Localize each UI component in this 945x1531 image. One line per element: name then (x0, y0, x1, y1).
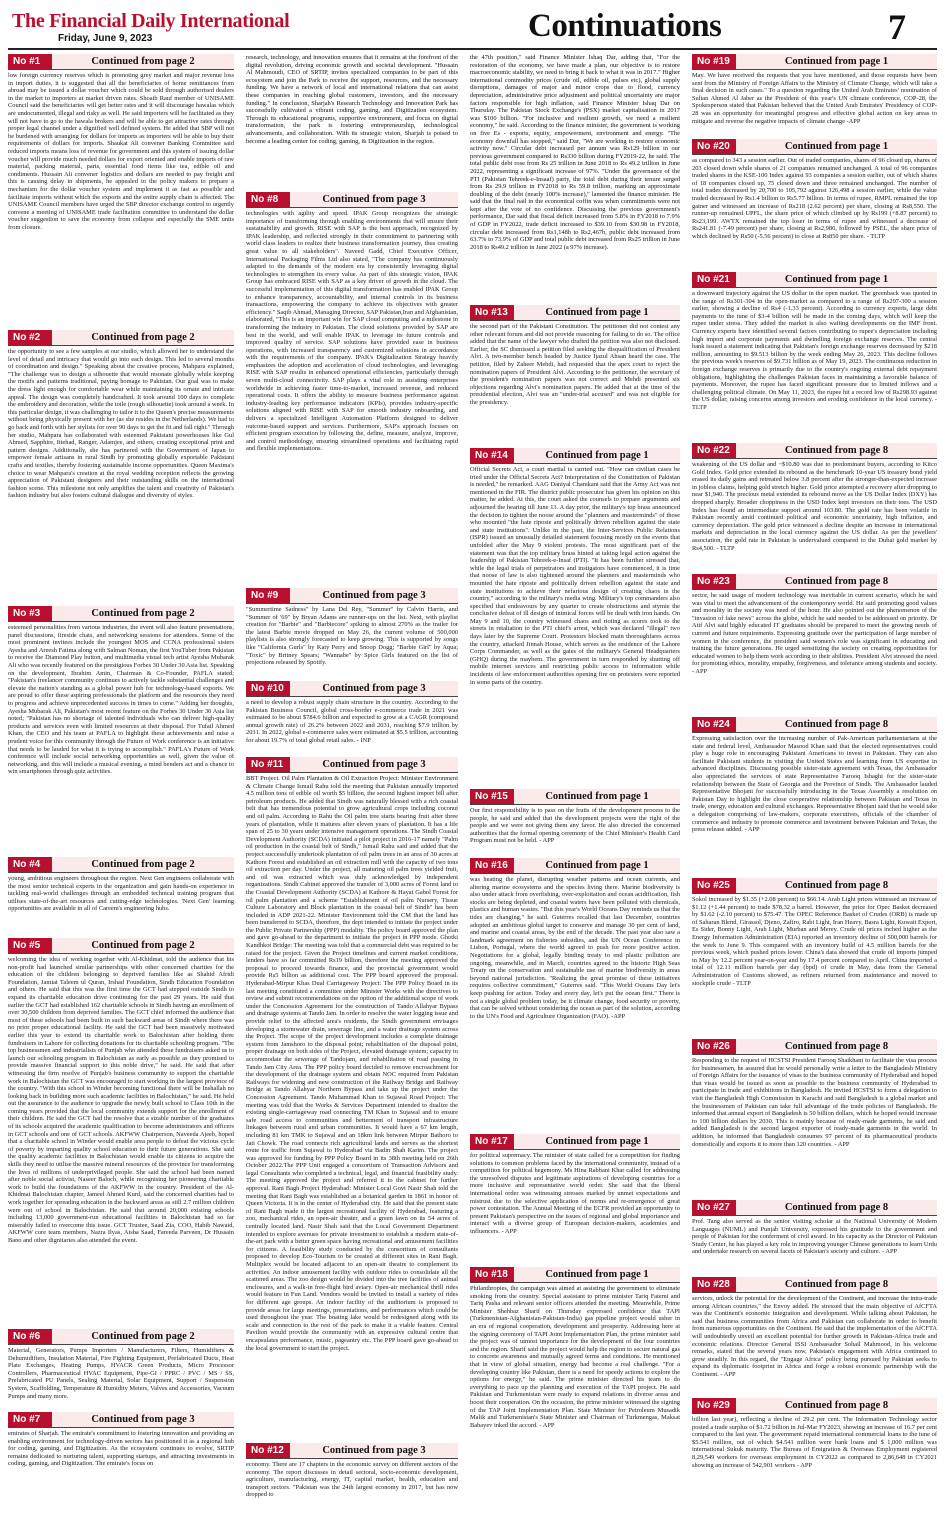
story-body: weakening of the US dollar and ~$10.80 was due to predominant buyers, according to Kitco Gold Index. Gold price extended its rebound as the benchmark 10-year US treasury bond yield erased its daily gains and retreated below 3.8 percent after the stronger-than-expected increase in jobless claims, helping gold stretch higher. Gold price attempted a recovery after dropping to near $1,940. The precious metal extended its rebound move as the US Dollar Index (DXY) has dropped sharply. Broader choppiness in the USD Index kept investors on their toes. The USD Index has found an intermediate support around 103.80. The gold rate has been volatile in Pakistan recently amid continued political and economic uncertainty, high inflation, and currency depreciation. The gold price witnessed a decline despite an increase in international markets and depreciation in the local currency against the US dollar. As per the jewellers' association, the gold rate in Pakistan is undervalued compared to the Dubai gold market by Rs4,500. - TLTP (692, 461, 937, 552)
story-number: No #15 (470, 789, 514, 804)
column-2 (246, 54, 458, 1526)
story-27 (692, 1200, 937, 1274)
story-number: No #2 (8, 330, 52, 345)
story-body: Philanthropies, the campaign was aimed at assisting the government to eliminate smoking from the country. Special assistant to prime minister Tariq Fatemi and Tariq Pasha and relevant senior officers attended the meeting. Meanwhile, Prime Minister Shehbaz Sharif on Thursday expressed confidence that TAPI (Turkmenistan-Afghanistan-Pakistan-India) gas pipeline project would usher in an era of regional cooperation, development and prosperity. Addressing here at the signing ceremony of TAPI Joint Implementation Plan, the prime minister said the project was of utmost importance for the development of the four countries and the region. Sharif said the project would help the region to secure natural gas to concrete awareness and mutually agreed terms and conditions. He mentioned that in view of global situation, energy had become a real challenge. "For a developing country like Pakistan, there is a need for speedy actions to explore the options for energy," he said. The prime minister directed his team to do everything to pace up the planning and execution of the TAPI project. He said Pakistan and Turkmenistan were ready to expand relations in diverse areas and boost their cooperation. On the occasion, the prime minister witnessed the signing of the TAP Joint Implementation Plan. State Minister for Petroleum Musadik Malik and Turkmenistan's State Minister and Chairman of Turkmengas, Maksat Babayev inked the accord. - APP (470, 1285, 680, 1429)
story-body: economy. There are 17 chapters in the economic survey on different sectors of the economy. The report discusses in detail sectoral, socio-economic development, agriculture, manufacturing, energy, IT, capital market, health, education and transport sectors. "Pakistan was the 24th largest economy in 2017, but has now dropped to (246, 1461, 458, 1499)
story-heading: Continued from page 1 (514, 1267, 680, 1282)
story-heading: Continued from page 1 (514, 1134, 680, 1149)
story-heading: Continued from page 8 (736, 1039, 937, 1054)
story-body: "Summertime Sadness" by Lana Del Rey, "Summer" by Calvin Harris, and "Summer of '69" by Bryan Adams are runner-ups on the list. Next, with playlist creation for "Barbie" and "Barbiecore" spiking to almost 270% as the trailer for the latest Barbie movie dropped on May 26, the current volume of 500,000 playlists is also strongly forecasted to keep growing. This is supported by songs like "California Gurls" by Katy Perry and Snoop Dogg; "Barbie Girl" by Aqua; "Toxic" by Britney Spears; "Wannabe" by Spice Girls featured on the list of projections released by Spotify. (246, 606, 458, 667)
story-number: No #7 (8, 1412, 52, 1427)
story-number: No #10 (246, 681, 290, 696)
story-number: No #22 (692, 443, 736, 458)
story-body: sector, he said usage of modern technology was inevitable in current scenario, which he said was vital to meet the advancement of the contemporary world. He said promoting good values and morality in the society was need of the hour. He also pointed out the phenomenon of the "invasion of fake news" across the globe, which he said needed to be addressed on priority. Dr Atif Alvi said highly educated IT graduates should be prepared to meet the growing needs of current and future requirements. Expressing gratitude over the participation of large number of women in the conference, the president said women's role was significant in educating and training the future generations. He urged sensitizing the society on creating opportunities for educated women to help them work according to their abilities. President Alvi stressed the need for promoting ethics, morality, empathy, forgiveness, and tolerance among students and society. - APP (692, 592, 937, 675)
story-number: No #19 (692, 54, 736, 69)
story-heading: Continued from page 8 (736, 1200, 937, 1215)
story-7 (8, 1412, 234, 1492)
story-body: services, unlock the potential for the development of the Continent, and increase the intra-trade among African countries," the Envoy added. He stressed that the main objective of AfCFTA was the Continent's economic integration and development. While talking about Pakistan, he said that business communities from Africa and Pakistan can collaborate in order to benefit from numerous opportunities on the Continent. He said that the implementation of the AfCFTA will undoubtedly unveil an excellent potential for further growth in Pakistan-Africa trade and economic relations. Director General ISSI Ambassador Sohail Mahmood, in his welcome remarks, stated that the several years now, Pakistan's engagement with Africa continued to grow steadily. In this regard, the "Engage Africa" policy being pursued by Pakistan seeks to expand its diplomatic footprint in Africa and forge a robust economic partnership with the Continent. - APP (692, 1295, 937, 1378)
page-header (8, 6, 937, 50)
story-heading: Continued from page 3 (290, 681, 458, 696)
story-number: No #27 (692, 1200, 736, 1215)
story-1 (8, 54, 234, 327)
story-number: No #23 (692, 574, 736, 589)
story-10 (246, 681, 458, 754)
story-25 (692, 878, 937, 1036)
story-13 (470, 305, 680, 445)
story-body: Our first responsibility is to pass on the fruits of the development process to the people, he said and added that the development projects were the right of the people and we were not giving them any favor. He also directed the concerned authorities that the formal opening ceremony of the Chief Minister's Health Card Program must not be held. - APP (470, 807, 680, 845)
story-15 (470, 789, 680, 855)
story-body: Prof. Tang also served as the senior visiting scholar at the National University of Modern Languages (NUML) and Punjab University, expressed his gratitude to the government and people of Pakistan for the conferment of civil award. In his capacity as the Director of Pakistan Study Center, he has played a key role in improving younger Chinese generations to learn Urdu and undertake research on several facets of Pakistan's society and culture. - APP (692, 1218, 937, 1256)
story-number: No #11 (246, 757, 290, 772)
story-23 (692, 574, 937, 714)
story-body: low foreign currency reserves which is promoting grey market and major revenue loss in import duties, it is suggested that all the beneficiaries of home remittances from abroad may be issued a dollar voucher which could be sold through authorised dealers in the market to importers at market driven rates. Shoaib Rauf member of UNISAME Council said the beneficiaries will get better rates and it will discourage hawalas which are undocumented, illegal and risky as well. He said importers will be facilitated as they will not have to go to the hawala brokers and will be able to get attractive rates through proper legal channel under a dignified well defined system. He added that SBP will not be burdened with arranging for dollars for imports as importers will be able to buy their requirements of dollars for imports. Shaukat Ali convener Banking Committee said reduced imports means loss of revenue for government and this system of issuing dollar voucher will provide much needed dollars for export oriented and enable imports of raw material, packing material, parts, essential food items like tea, edible oil and condiments. Hussain Ali convener logistics and dollars are needed to pay freight and this is causing delay in shipments, he appealed to the policy makers to prepare a mechanism for the dollar voucher system and implement it as fast as possible and facilitate imports without which the exports and the entire supply chain is affected. The UNISAME Council members have urged the SBP director exchange control to urgently convene a meeting of UNISAME trade facilitation committee to understand the dollar voucher suggestion to save the economy from collapse and especially the SME units from closure. (8, 72, 234, 231)
page-number: 7 (888, 7, 906, 47)
story-number: No #9 (246, 588, 290, 603)
story-heading: Continued from page 8 (736, 1277, 937, 1292)
story-number: No #6 (8, 1329, 52, 1344)
story-26 (692, 1039, 937, 1197)
story-heading: Continued from page 1 (514, 448, 680, 463)
story-heading: Continued from page 2 (52, 938, 234, 953)
story-body: Responding to the request of HCSTSI President Farooq Shaikhani to facilitate the visa process for businessmen, he assured that he would personally write a letter to the Bangladesh Ministry of Foreign Affairs for the issuance of visas to the business community of Hyderabad and hoped that visas would be issued as soon as possible to the business community of Hyderabad to participate in trade and exhibitions in Bangladesh. He invited HCSTSI to form a delegation to visit the Bangladesh High Commission in Karachi and said Bangladesh is a global market and the businessmen of Pakistan can take full advantage of the trade policies of Bangladesh. He informed that annual export of Bangladesh is 50 billion dollars, which he hoped would increase to 100 billion dollars by 2030. This is mainly because of ready-made garments, he said and added Bangladesh is the second largest exporter of ready-made garments in the world. In addition, he informed that Bangladesh consumes 97 percent of its pharmaceutical products domestically and exports it to more than 120 countries. - APP (692, 1057, 937, 1148)
story-16 (470, 858, 680, 1131)
story-heading: Continued from page 3 (290, 757, 458, 772)
story-body: a need to develop a robust supply chain structure in the country. According to the Pakistan Business Council, global cross-border e-commerce trade in 2021 was estimated to be about $784.6 billion and expected to grow at a CAGR (compound annual growth rate) of 26.2% between 2022 and 2031, reaching $7.9 trillion by 2031. In 2022, global e-commerce sales were estimated at $5.5 trillion, accounting for about 19.7% of total global retail sales. - INP (246, 699, 458, 744)
dateline: Friday, June 9, 2023 (58, 33, 153, 44)
story-19 (692, 54, 937, 136)
story-number: No #4 (8, 857, 52, 872)
story-number: No #29 (692, 1398, 736, 1413)
story-7-continuation: research, technology, and innovation ensures that it remains at the forefront of the digital revolution, driving economic growth and societal development. "Hussain Al Mahmoudi, CEO of SRTIP, invites specialized companies to be part of this ecosystem and join the Park to receive the support, resources, and the necessary funding. We have a network of local and international relations that can assist these companies in reaching global customers, investors, and the necessary funding." In conclusion, Sharjah's Research Technology and Innovation Park has successfully cultivated a vibrant coding, gaming, and Digitization ecosystem. Through its educational programs, supportive environment, and focus on digital transformation, the park is fostering entrepreneurship, technological advancements, and collaboration. With its strategic vision, Sharjah is poised to become a leading center for coding, gaming, & Digitization in the region. (246, 54, 458, 145)
story-heading: Continued from page 2 (52, 857, 234, 872)
story-body: esteemed personalities from various industries, the event will also feature presentations, panel discussions, fireside chats, and networking sessions for attendees. Some of the most prominent invitees include the youngest MOS and CCNA professional sisters Ayesha and Areesh Fatima along with Salman Noman, the first YouTuber from Pakistan to receive the Diamond Play button, and multimedia visual tech artist Ayesha Mubarak Ali who was recently featured on the prestigious Forbes 30 Under 30 Asia list. Speaking on the development, Ibrahim Amin, Chairman & Co-Founder, PAFLA stated; "Pakistan's freelancer community continues to actively tackle substantial challenges and elevate the nation's standing as a global power hub for technology-based exports. We are proud to offer these aspiring professionals the platform and the resources they need to progress and achieve unprecedented success in times to come." Adding her thoughts, Ayesha Mubarak Ali, Pakistan's most recent feature on the Forbes 30 Under 30 Asia list noted; "Pakistan has no shortage of talented individuals who can deliver high-quality products and services even with limited resources at their disposal. For Tufail Ahmed Khan, the CEO and his team at PAFLA to highlight these achievements and raise a prudent voice for this community through the Future of Work conference is an initiative that needs to be lauded for what it is trying to accomplish." PAFLA's Future of Work conference will include social networking opportunities as well, given the value of networking, and this will include a musical evening, a mind benders act and a chance to win smartphones through quiz activities. (8, 624, 234, 776)
story-8 (246, 192, 458, 585)
story-number: No #1 (8, 54, 52, 69)
story-body: Official Secrets Act, a court martial is carried out. "How can civilian cases be tried under the Official Secrets Act? Interpretation of the Constitution of Pakistan is needed," he remarked. AAG Daniyal Chamkani said that the Army Act was not mentioned in the FIR. The district public prosecutor has given his opinion on this matter, he added. At this, the court asked the counsels to prepare arguments and adjourned the hearing till June 13. A day prior, the military's top brass announced the decision to tighten the noose around the "planners and masterminds" of those who mounted "the hate riposte and politically driven rebellion against the state and state institutions". Unlike in the past, the Inter-Services Public Relations (ISPR) issued an unusually detailed statement focusing mostly on the events that unfolded after the May 9 violent protests. The most significant part of the statement was that the top military brass hinted at taking legal action against the leadership of Pakistan Tehreek-e-Insaf (PTI). "It has been further stressed that, while the legal trials of perpetrators and instigators have commenced, it is time that noose of law is also tightened around the planners and masterminds who mounted the hate riposte and politically driven rebellion against the state and state institutions to achieve their nefarious design of creating chaos in the country," according to the military's media wing. Military's top commanders also specified that endeavours by any quarter to create obstructions and stymie the conclusive defeat of ill design of inimical forces will be dealt with iron hands. On May 9 and 10, the country witnessed chaos and rioting as scores took to the streets in retaliation to the PTI chief's arrest, which was declared "illegal" two days later by the Supreme Court. Protestors blocked main thoroughfares across the country, attacked Jinnah House, which serves as the residence of the Lahore Corps Commander, as well as the gates of the military's General Headquarters (GHQ) during the mayhem. The government in turn responded by shutting off mobile internet services and restricting public access to information while incidents of law enforcement authorities opening fire on protesters were reported in some parts of the country. (470, 466, 680, 686)
story-number: No #12 (246, 1443, 290, 1458)
story-heading: Continued from page 2 (52, 330, 234, 345)
story-heading: Continued from page 3 (290, 588, 458, 603)
story-number: No #25 (692, 878, 736, 893)
story-24 (692, 717, 937, 875)
story-20 (692, 139, 937, 269)
story-heading: Continued from page 8 (736, 878, 937, 893)
story-body: May. We have received the requests that you have mentioned, and those requests have been sent from the Ministry of Foreign Affairs to the Ministry of Climate Change, which will take a final decision in such cases." To a question regarding the United Arab Emirates' nomination of Sultan Ahmed Al Jaber as the President of this year's UN climate conference, COP-28, the Spokesperson stated that Pakistan believed that the United Arab Emirates' Presidency of COP-28 was an opportunity for meaningful progress and effective global action on key areas to mitigate and reverse the negative impacts of climate change -APP (692, 72, 937, 125)
story-12 (246, 1443, 458, 1501)
story-body: Material, Generators, Pumps Importers / Manufacturers, Filters, Humidifiers & Dehumidifiers, Insulation Material, Fire Fighting Equipment, Prefabricated Ducts, Heat Plate Exchanges, Heating Pumps, HVACR Green Products, Micro Processor Controllers, Pharmaceutical HVAC Equipment, Pipe-GI / PPRC / PVC / MS / SS, Prefabricated PU Panels, Sealing Material, Solar Equipment, Support / Suspension System, Scaffolding, Temperature & Humidity Meters, Valves and Accessories, Vacuum Pumps and many more. (8, 1347, 234, 1400)
story-number: No #24 (692, 717, 736, 732)
story-12-continuation: the 47th position," said Finance Minister Ishaq Dar, adding that, "For the restoration of the economy, we have made a plan, our objective is to restore macroeconomic stability, we need to bring it back to what it was in 2017." Higher international commodity prices (crude oil, edible oil, pulses etc), global supply disruptions, damages of major and minor crops due to flood, currency depreciation, administrative price adjustment and political uncertainty are major factors responsible for high inflation, said Finance Minister Ishaq Dar on Thursday. The Pakistan Stock Exchange's (PSX) market capitalisation in 2017 was $100 billion. "For inclusive and resilient growth, we need a resilient economy," he said. According to the finance minister, the government is working on five Es - exports, equity, empowerment, environment and energy. "The economy downfall has stopped," said Dar, "We are working to restore economic activity now." Circular debt increased per annum was Rs129 billion in our previous government compared to Rs330 billion during FY2019-22, he said. The total public debt rose from Rs 25 trillion in June 2018 to Rs 49.2 trillion in June 2022, representing a significant increase of 97%. "Under the governance of the PTI (Pakistan Tehreek-e-Insaaf) party, the total debt during their tenure surged from Rs 29.9 trillion in FY2018 to Rs 59.8 trillion, marking an approximate doubling of the debt (nearly 100% increase)," lamented the finance minister. He said that the final nail in the economical coffin was when commitments were not kept after the vote of no confidence. Discussing the previous government's performance, Dar said that fiscal deficit increased from 5.8% in FY2018 to 7.9% of GDP in FY2022, trade deficit increased to $39.10 from $30.98 in FY2018, circular debt increased from Rs1,148b to Rs2,467b, public debt increased from 63.7% to 73.9% of GDP and total public debt increased from Rs25 trillion in June 2018 to Rs49.2 trillion in June 2022 (a 97% increase). (470, 54, 680, 251)
story-body: for political supremacy. The minister of state called for a competition for finding solutions to common problems faced by the international community, instead of a competition for political hegemony. Ms Hina Rabbani Khar called for addressing the unresolved disputes and legitimate aspirations of developing countries for a more inclusive and representative world order. She said that the liberal international order was witnessing stresses marked by unmet expectations and mistrust due to the selective application of norms and re-emergence of great power contestation. The Annual Meeting of the ECFR provided an opportunity to present Pakistan's perspective on the issues of regional and global importance and interact with a diverse group of European decision-makers, academies and influencers. - APP (470, 1152, 680, 1235)
story-18 (470, 1267, 680, 1495)
story-body: emirates of Sharjah. The emirate's commitment to fostering innovation and providing an enabling environment for technology-driven sectors has positioned it as a regional hub for coding, gaming, and Digitization. As the ecosystem continues to evolve, SRTIP remains dedicated to nurturing talent, supporting startups, and attracting investments in coding, gaming, and Digitization. The emirate's focus on (8, 1430, 234, 1468)
story-body: welcoming the idea of working together with Al-Khidmat, told the audience that his non-profit had launched similar partnerships with other concerned charities for the education of the children belonging to deprived families like as Shahid Afridi Foundation, Jamiat Taleem ul Quran, Irshad Foundation, Sindh Education Foundation and others. He said that this was the first time the GCT had stepped outside Sindh to expand its charitable education drive continuing for the past 29 years. He said that earlier the GCT had established 162 charitable schools in Sindh having an enrollment of over 30,500 children from deprived families. The GCT chief informed the audience that most of these schools had been built in such backward areas of Sindh where there was no prior proper educational facility. He said the GCT had been massively motivated earlier this year to extend its charitable work to Balochistan after holding three fundraisers in Lahore for collecting donations for its charitable schooling program. "The top businessmen and industrialists of Punjab who attended these fundraisers asked us to launch our schooling program in Balochistan as early as possible as they promised to provide massive financial support to this noble drive," he said. He said that after witnessing the firm resolve of Punjab's business community to support the charitable work in Balochistan the GCT was encouraged to start working in the largest province of the country. "With this school in Winder becoming functional there will be Inshallah no looking back in building more such academic facilities in Balochistan," he said. He held out the assurance to the audience to upgrade the newly built school to Class 10th in the coming years provided that the local community extends support for the enrollment of their children. He said the GCT had the resolve that a sizable number of the graduates of its schools acquired the academic qualification to become administrators and officers in GCT schools and one of GCT schools. AKFWW Chairperson, Naveeda Ajeeb, hoped that a charitable school in Winder would enable area people to defeat the vicious cycle of poverty by imparting quality school education to their future generations. She said the quality academic facilities in Balochistan would enable its citizens to acquire the skills they need to utilise the massive mineral resources of the province for transforming the lives of millions of underprivileged people. She said the school had been named after noble social activist, Naseer Baloch, while recognising her pioneering charitable work to build the foundations of the AKFWW in the country. President of the Al-Khidmat Balochistan chapter, Jameel Ahmed Kurd, said the concerned charities had to work together for spreading education in the backward areas as still 2.7 million children were out of school in Balochistan. He said that around 20,000 existing schools including 13,000 government-run educational facilities in Balochistan had so far miserably failed to overcome this issue. GCT Trustee, Saad Zia, COO, Habib Nawaid, AKFWW core team members, Nazra Ilyas, Aisha Saad, Fareeda Parveen, Dr Hussain Bano and other dignitaries also attended the event. (8, 956, 234, 1244)
story-heading: Continued from page 1 (514, 858, 680, 873)
story-number: No #8 (246, 192, 290, 207)
story-number: No #13 (470, 305, 514, 320)
story-heading: Continued from page 8 (736, 717, 937, 732)
story-29 (692, 1398, 937, 1486)
masthead: The Financial Daily International (12, 10, 290, 32)
story-number: No #18 (470, 1267, 514, 1282)
story-number: No #28 (692, 1277, 736, 1292)
story-body: a downward trajectory against the US dollar in the open market. The greenback was quoted in the range of Rs301-304 in the open-market as compared to a range of Rs297-300 a session earlier, showing a decline of Rs4 (-1.33 percent). According to currency experts, large debt payments to the tune of $3-4 billion will be made in the coming days, which will keep the rupee under stress. They added the market is also waiting developments on the IMF front. Currency experts have identified several factors contributing to rupee's depreciation including high import and corporate payments and dwindling foreign exchange reserves. The central bank issued a statement indicating that Pakistan's foreign exchange reserves decreased by $218 million, amounting to $9.513 billion by the week ending May 26, 2023. This decline follows the previous week's reserves of $9.731 billion as of May 19, 2023. The continuous reduction in foreign exchange reserves is primarily due to the country's ongoing external debt repayment obligations, highlighting the challenges Pakistan faces in maintaining a favorable balance of payments. Moreover, the rupee has faced significant pressure due to limited inflows and a challenging political climate. On May 11, 2023, the rupee hit a record low of Rs298.93 against the US dollar, raising concerns among investors and eroding confidence in the local currency. - TLTP (692, 290, 937, 411)
story-number: No #20 (692, 139, 736, 154)
story-21 (692, 272, 937, 440)
story-heading: Continued from page 1 (514, 305, 680, 320)
column-1 (8, 54, 234, 1526)
story-heading: Continued from page 8 (736, 443, 937, 458)
story-number: No #3 (8, 606, 52, 621)
story-body: the second part of the Pakistani Constitution. The petitioner did not contest any other relevant forum and did not provide reasoning for failing to do so. The office added that the name of the lawyer who drafted the petition was also not disclosed. Earlier, the SC dismissed a petition filed seeking the disqualification of President Alvi. A two-member bench headed by Justice Ijazul Ahsan heard the case. The petition, filed by Zaheer Mehdi, had requested that the apex court to reject the nomination papers of President Alvi. According to the petitioner, the secretary of the president's nomination papers was not correct and Mehdi presented six objections regarding Alvi's nomination papers. He added that at the time of the presidential election, Alvi was an "under-trial accused" and was not eligible for the presidency. (470, 323, 680, 406)
story-6 (8, 1329, 234, 1409)
story-17 (470, 1134, 680, 1264)
story-4 (8, 857, 234, 935)
story-body: billion last year), reflecting a decline of 29.2 per cent. The Information Technology sector posted a trade surplus of $1.72 billion in Jul-Mar FY2023, showing an increase of 16.7 per cent compared to the last year. The government repaid international commercial loans to the tune of $5.541 million, out of which $4.541 million were bank loans and $ 1,000 million was international Sukuk maturity. The Bureau of Emigration & Overseas Employment registered 8,29,549 workers for overseas employment in CY2022 as compared to 2,86,648 in CY2021 showing an increase of 542,901 workers - APP (692, 1416, 937, 1469)
story-28 (692, 1277, 937, 1395)
story-number: No #21 (692, 272, 736, 287)
story-14 (470, 448, 680, 786)
story-11 (246, 757, 458, 1440)
story-body: Expressing satisfaction over the increasing number of Pak-American parliamentarians at the state and federal level, Ambassador Masood Khan said that the elected representatives could play a huge role in encouraging Pakistani Americans to invest in Pakistan. They can also facilitate Pakistani students in visiting the United States and learning from US expertise in advanced disciplines. Discussing possible sister-state agreement with Texas, the Ambassador also appreciated the services of state Representative Farooq Ishaghi for the sister-state relationship between the State of Georgia and the Province of Sindh. The Ambassador lauded Representative Bhojani for successfully introducing in the Texas Assembly a resolution on Pakistan Day to highlight the close cooperative relationship between Pakistan and Texas in trade, energy, education and cultural exchanges. Representative Bhojani said that he would take a delegation comprising of law-makers, corporate executives, officials of the chamber of commerce and industry to promote commerce and investment between Pakistan and Texas, the press release added. - APP (692, 735, 937, 834)
section-title: Continuations (528, 8, 722, 44)
story-22 (692, 443, 937, 571)
column-4 (692, 54, 937, 1526)
story-heading: Continued from page 8 (736, 574, 937, 589)
story-3 (8, 606, 234, 854)
column-3 (470, 54, 680, 1526)
story-number: No #14 (470, 448, 514, 463)
story-body: young, ambitious engineers throughout the region. Next Gen engineers collaborate with the most senior technical experts in the organization and gain hands-on experience in tackling real-world challenges through an embedded technical training program that utilises state-of-the-art resources and cutting-edge technologies. 'Next Gen' learning opportunities are available in all of Careem's engineering hubs. (8, 875, 234, 913)
story-heading: Continued from page 2 (52, 1329, 234, 1344)
story-heading: Continued from page 3 (52, 1412, 234, 1427)
story-heading: Continued from page 8 (736, 1398, 937, 1413)
story-body: the opportunity to see a few samples at our studio, which allowed her to understand the level of detail and intricacy that would go into each design. This led to several months of coordination and design." Speaking about the creative process, Mahpara explained, "The challenge was to design a silhouette that would resonate globally while keeping the motifs and patterns traditional, paying homage to Pakistan. Our goal was to make the dress light enough for comfortable wear while maintaining its ornate and intricate appeal. The design was completely handcrafted. It took around 100 days to complete the embroidery and decoration, while the toile (rough silhouette) took around a week. In this particular design, it was challenging to tailor it to the Queen's precise measurements without being physically present with her (as she resides in the Netherlands). We had to go back and forth with her stylists for over 90 days to get the fit and fall right." Through her studio, Mahpara has collaborated with esteemed Pakistani powerhouses like Gul Ahmed, Sapphire, Ittehad, Ranger, Adamjee, and others, creating exceptional print and pattern designs. Additionally, she has partnered with the Government of Japan to empower female artisans in rural Sindh by promoting globally exportable Pakistani crafts and textiles, thereby fostering sustainable income opportunities. Queen Maxima's choice to wear Mahpara's creation at the royal wedding reception reflects the growing appreciation of Pakistani designers and their outstanding skills on the international fashion scene. This milestone not only amplifies the talent and creativity of Pakistan's fashion industry but also fosters cultural dialogue and diversity of styles. (8, 348, 234, 500)
story-body: Sokol increased by $1.35 (+2.08 percent) to $66.14. Arab Light prices witnessed an increase of $1.12 (+1.44 percent) to trade $78.32 a barrel. However, the price for Opec Basket decreased by $1.62 (-2.10 percent) to $75.47. The OPEC Reference Basket of Crudes (ORB) is made up of Saharan Blend, Girassol, Djeno, Zafiro, Rabi Light, Iran Heavy, Basra Light, Kuwait Export, Es Sider, Bonny Light, Arab Light, Murban and Merey. Crude oil prices inched higher as the Energy Information Administration (EIA) reported an inventory decline of 500,000 barrels for the week to June 9. This compared with an inventory build of 4.5 million barrels for the previous week, which pushed prices lower. China's data showed that crude oil imports jumped in May by 12.2 percent year-on-year and by 17.4 percent compared to April. China imported a total of 12.11 million barrels per day (bpd) of crude in May, data from the General Administration of Customs showed, as refiners returned from maintenance and moved to stockpile crude - TLTP (692, 896, 937, 987)
story-heading: Continued from page 1 (736, 272, 937, 287)
story-heading: Continued from page 1 (736, 54, 937, 69)
story-body: as compared to 343 a session earlier. Out of traded companies, shares of 96 closed up, shares of 203 closed down while shares of 21 companies remained unchanged. A total of 96 companies traded shares in the KSE-100 Index against 93 companies a session earlier, out of which shares of 18 companies closed up, 75 closed down and three remained unchanged. The number of total trades decreased by 20,700 to 105,792 against 126,498 a session earlier, while the value traded decreased by Rs1.4 billion to Rs5.77 billion. In terms of rupee, RMPL remained the top gainer and witnessed an increase of Rs218 (2.62 percent) per share, closing at Rs8,550. The runner-up remained UPFL, the share price of which climbed up by Rs199 (+8.87 percent) to Rs23,199. AWTX remained the top loser in terms of rupee and witnessed a decrease of Rs241.81 (-7.49 percent) per share, closing at Rs2,986, followed by PSEL, the share price of which declined by Rs50 (-5.56 percent) to close at Rs850 per share. - TLTP (692, 157, 937, 240)
story-heading: Continued from page 2 (52, 54, 234, 69)
story-5 (8, 938, 234, 1326)
story-9 (246, 588, 458, 678)
story-2 (8, 330, 234, 603)
story-number: No #5 (8, 938, 52, 953)
story-heading: Continued from page 1 (514, 789, 680, 804)
story-body: BBT Project. Oil Palm Plantation & Oil Extraction Project: Minister Environment & Climate Change Ismail Rahu told the meeting that Pakistan annually imported 4.5 million tons of edible oil worth $5 billion, the second highest import bill after petroleum products. He added that Sindh was naturally blessed with a rich coastal belt that has tremendous potential to grow agricultural crops including coconut and oil palm. According to Rahu the Oil palm tree starts bearing fruit after three years of plantation, while it matures after eleven years of plantation. It has a life span of 25 to 30 years under intensive management operations. The Sindh Coastal Development Authority (SCDA) initiated a pilot project in 2016-17 namely "Palm oil production in the coastal belt of Sindh," Ismail Rahu said and added that the project successfully undertook plantation of oil palm trees in an area of 30 acres at Kathore Forest and established an oil extraction mill with the capacity of two tons oil extraction per day. Under the project, all maturing oil palm trees yielded fruit, and oil was extracted which was duly acknowledged by independent organizations. Sindh Cabinet approved the transfer of 3,000 acres of Forest land to the Coastal Development Authority (SCDA) at Kathore & Hayat Gabol Forest for oil palm plantation and a scheme "Establishment of oil palm Nursery, Tissue Culture Laboratory and Block plantation in the coastal belt of Sindh" has been included in ADP 2021-22. Minister Environment told the CM that the land has been transferred to SCDA, therefore, the dept intended to initiate the project under the Public Private Partnership (PPP) modality. The policy board approved the plan and gave go-ahead to the department to initiate the project in PPP mode. Ghotki Kandhkot Bridge: The meeting was told that a commercial debt was required to be raised for the project. Given the Project timelines and current market conditions, lenders have so far committed Rs19 billion, therefore the meeting approved the proposal to proceed towards finance, and the provincial government would provide Rs5 billion as additional cost. The PPP board approved the proposal. Hyderabad-Mirpur Khas Dual Carriageway Project: The PPP Policy Board in its last meeting constituted a committee under Minister Works with the directives to review and submit recommendations on the option of the additional scope of work under the Concession Agreement for the construction of Tando Allahyar Bypass and drainage systems at Tando Jam. In order to resolve the water logging issue and provide relief to the affected area's residents, the Sindh government envisages developing a stormwater drain, sewerage line, and a water drainage system across the Project. The scope of the project development includes a complete drainage system from Jamshoro to the disposal point; rehabilitation of the disposal point, proper drainage on both sides of the Project, elevated drainage system; capacity to accommodate the sewerage of Tandojam, and rehabilitation of road passing in Tando Jam City Area. The PPP policy board decided to remove encroachment for the development of the drainage system and obtain NOC required from Pakistan Railways for widening and new construction of the Railway Bridge and Railway Bridge at Tando Allahyar Northern Bypass and take up the project under the Concession Agreement. Tando Muhammad Khan to Sujawal Road Project: The meeting was told that the Works & Services Department intended to dualize the existing single-carriageway road connecting TM Khan to Sujawal and to ensure safe road access to communities and betterment of transport infrastructure linkages between rural and urban communities. It would have a 67 km length, including 81 km TMK to Sujawal and an 18km link between Mirpur Bathoro to Jati Chowk. The road connects rich agricultural lands and serves as the shortest route for traffic from Sujawal to Hyderabad via Badin Shah Karim. The project was approved for funding by PPP Policy Board in its 38th meeting held on 26th October 2022.The PPP Unit engaged a consortium of Transaction Advisors and legal Consultants who completed a technical, legal, and financial feasibility study. The meeting approved the project and referred it to the cabinet for further approval. Rani Bagh Project Hyderabad: Minister Local Govt Nasir Shah told the meeting that Rani Bagh was established as a botanical garden in 1861 in honor of Queen Victoria. It is in the center of Hyderabad city. He said that the present state of Rani Bagh made it the largest recreational facility of Hyderabad, featuring a zoo, mechanical rides, an open-air theater, and a green lawn on its 54 acres of centrally located land. Nasir Shah said that the Local Government Department intended to explore avenues for private investment to establish a modern state-of-the-art park with a better green space having recreational and amusement facilities for citizens. A feasibility study conducted by the consortium of consultants proposed to develop Eco-Tourism to be created at different sites in Rani Bagh. Multiplex would be located adjacent to an open-air theatre to complement its activities. An indoor amusement facility with outdoor rides to consolidate all the scattered areas. The zoo design would be divided into the tree facilities of animal enclosures, and a walk-in free-flight bird aviary. Open-air mechanical thrill rides would feature in Fun Land. Vendors would be invited to install a variety of rides for different age groups. An indoor facility of the auditorium is proposed to provide areas for large meetings, presentations, and performances which could be used throughout the year. The boating lake would be redesigned along with its scale and connection to the rest of the park to make it a viable feature. Central Pavilion would provide the community with an expressive cultural centre that encapsulates performance, music, pageantry etc. The PPP board gave go-ahead to the local government to start the project. (246, 775, 458, 1352)
story-number: No #26 (692, 1039, 736, 1054)
story-heading: Continued from page 3 (290, 1443, 458, 1458)
story-heading: Continued from page 1 (736, 139, 937, 154)
story-number: No #17 (470, 1134, 514, 1149)
story-heading: Continued from page 2 (52, 606, 234, 621)
story-body: was heating the planet, disrupting weather patterns and ocean currents, and altering marine ecosystems and the species living there. Marine biodiversity is also under attack from overfishing, over-exploitation and ocean acidification, fish stocks are being depleted, and coastal waters have been polluted with chemicals, plastics and human wastes. "But this year's World Oceans Day reminds us that the tides are changing," he said. Guterres recalled that last December, countries adopted an ambitious global target to conserve and manage 30 per cent of land, and marine and coastal areas, by the end of the decade. The past year also saw a landmark agreement on fisheries subsidies, and the UN Ocean Conference in Lisbon, Portugal, where the world agreed to push for more positive action. Negotiations for a global, legally binding treaty to end plastic pollution are ongoing, meanwhile, and in March, countries agreed to the historic High Seas Treaty on the conservation and sustainable use of marine biodiversity in areas beyond national jurisdiction. "Realizing the great promise of these initiatives requires collective commitment," Guterres said. "This World Oceans Day let's keep pushing for action. Today and every day, let's put the ocean first." There is not a single global problem today, be it climate change, food security or poverty, that can be solved without considering the ocean as part of the solution, according to the UN's Food and Agriculture Organization (FAO). -APP (470, 876, 680, 1020)
story-number: No #16 (470, 858, 514, 873)
story-heading: Continued from page 3 (290, 192, 458, 207)
story-body: technologies with agility and speed. IPAK Group recognizes the strategic importance of transforming through enabling environments that will ensure their sustainability and growth. RISE with SAP is the best approach, recognized by IPAK leadership, and reflected strongly in their commitment to partnering with world class leaders to realize their business transformation journey, thus creating great value to all stakeholders". Naveed Gadd, Chief Executive Officer, International Packaging Films Ltd also stated, "The company has continuously adapted to the demands of the modern era by consistently leveraging digital technologies to strengthen its every value. As part of this strategic vision, IPAK Group has embraced RISE with SAP as a key driver of growth in the cloud. The successful implementation of this digital transformation has enabled IPAK Group to enhance transparency, accountability, and internal controls in its business transactions, empowering the company to achieve its objectives with greater efficiency." Saqib Ahmad, Managing Director, SAP Pakistan,Iran and Afghanistan, elaborated, "This is an important win for SAP cloud computing and a milestone in transforming the industry in Pakistan. The cloud solutions provided by SAP are best in the world, and will enable IPAK to leverage its future controls and improved quality of service. SAP solutions have provided ease in business operations, with increased transparency and customized solutions in accordance with the requirements of the company. IPAK's Digitalization Strategy heavily emphasizes the adoption and acceleration of cloud technologies, and leveraging RISE with SAP results in enhanced operational efficiencies, particularly through seven multi-cloud connectivity. SAP plays a vital role in assisting enterprises worldwide in achieving faster time-to-market, increased revenue, and reduced operational costs. It offers the ability to measure business performance against industry-leading key performance indicators (KPIs), provides industry-specific solutions aligned with RISE with SAP for smooth industry onboarding, and delivers a specialized Intelligent Automation Platform designed to deliver outcome-based support and services. Furthermore, SAP's approach focuses on efficient program execution by following the, define, measure, analyze, improve, and control methodology, ensuring streamlined operations and facilitating rapid and flexible implementations. (246, 210, 458, 453)
